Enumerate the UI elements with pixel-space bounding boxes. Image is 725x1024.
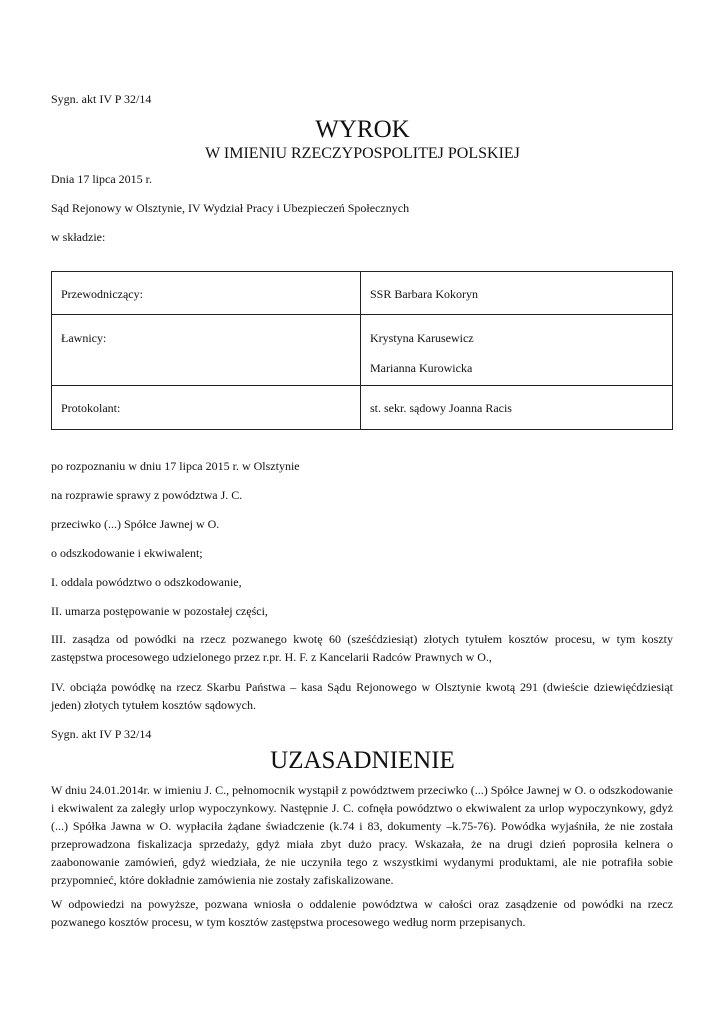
justification-title: UZASADNIENIE (270, 747, 455, 774)
court-name: Sąd Rejonowy w Olsztynie, IV Wydział Pracy i Ubezpieczeń Społecznych (51, 201, 410, 215)
document-title: WYROK (315, 116, 410, 143)
proceedings-line: na rozprawie sprawy z powództwa J. C. (51, 488, 243, 502)
panel-role-lay-judges: Ławnicy: (52, 315, 361, 386)
table-row (52, 315, 673, 386)
table-row (52, 386, 673, 430)
ruling-point: II. umarza postępowanie w pozostałej części, (51, 604, 268, 618)
panel-names-lay-judges: Krystyna Karusewicz Marianna Kurowicka (361, 315, 673, 386)
panel-role-clerk: Protokolant: (52, 386, 361, 430)
ruling-point: III. zasądza od powódki na rzecz pozwanego kwotę 60 (sześćdziesiąt) złotych tytułem kosztów procesu, w tym koszty zastępstwa procesowego udzielonego przez r.pr. H. F. z Kancelarii Radców Prawnych w O., (51, 632, 673, 664)
ruling-point: IV. obciąża powódkę na rzecz Skarbu Państwa – kasa Sądu Rejonowego w Olsztynie kwotą 291 (dwieście dziewięćdziesiąt jeden) złotych tytułem kosztów sądowych. (51, 680, 673, 712)
proceedings-line: przeciwko (...) Spółce Jawnej w O. (51, 517, 220, 531)
composition-label: w składzie: (51, 230, 106, 244)
panel-names-presiding: SSR Barbara Kokoryn (361, 272, 673, 315)
proceedings-line: o odszkodowanie i ekwiwalent; (51, 546, 203, 560)
panel-role-presiding: Przewodniczący: (52, 272, 361, 315)
ruling-point: I. oddala powództwo o odszkodowanie, (51, 575, 242, 589)
case-signature: Sygn. akt IV P 32/14 (51, 727, 152, 741)
table-row (52, 272, 673, 315)
panel-names-clerk: st. sekr. sądowy Joanna Racis (361, 386, 673, 430)
judgment-date: Dnia 17 lipca 2015 r. (51, 172, 152, 186)
document-subtitle: W IMIENIU RZECZYPOSPOLITEJ POLSKIEJ (205, 145, 520, 162)
justification-paragraph: W odpowiedzi na powyższe, pozwana wniosła o oddalenie powództwa w całości oraz zasądzenie od powódki na rzecz pozwanego kosztów procesu, w tym kosztów zastępstwa procesowego według norm przepisanych. (51, 897, 673, 929)
justification-paragraph: W dniu 24.01.2014r. w imieniu J. C., pełnomocnik wystąpił z powództwem przeciwko (...) Spółce Jawnej w O. o odszkodowanie i ekwiwalent za zaległy urlop wypoczynkowy. Następnie J. C. cofnęła powództwo o ekwiwalent za urlop wypoczynkowy, gdyż (...) Spółka Jawna w O. wypłaciła żądane świadczenie (k.74 i 83, dokumenty –k.75-76). Powódka wyjaśniła, że nie została przeprowadzona fiskalizacja sprzedaży, gdyż miała zbyt dużo pracy. Wskazała, że na drugi dzień poprosiła kelnera o zaabonowanie zamówień, gdyż wiedziała, że nie uczyniła tego z wszystkimi wydanymi produktami, ale nie potrafiła sobie przypomnieć, które dokładnie zamówienia nie zostały zafiskalizowane. (51, 783, 673, 887)
court-panel-table (51, 271, 673, 430)
case-signature: Sygn. akt IV P 32/14 (51, 92, 152, 106)
proceedings-line: po rozpoznaniu w dniu 17 lipca 2015 r. w Olsztynie (51, 459, 300, 473)
